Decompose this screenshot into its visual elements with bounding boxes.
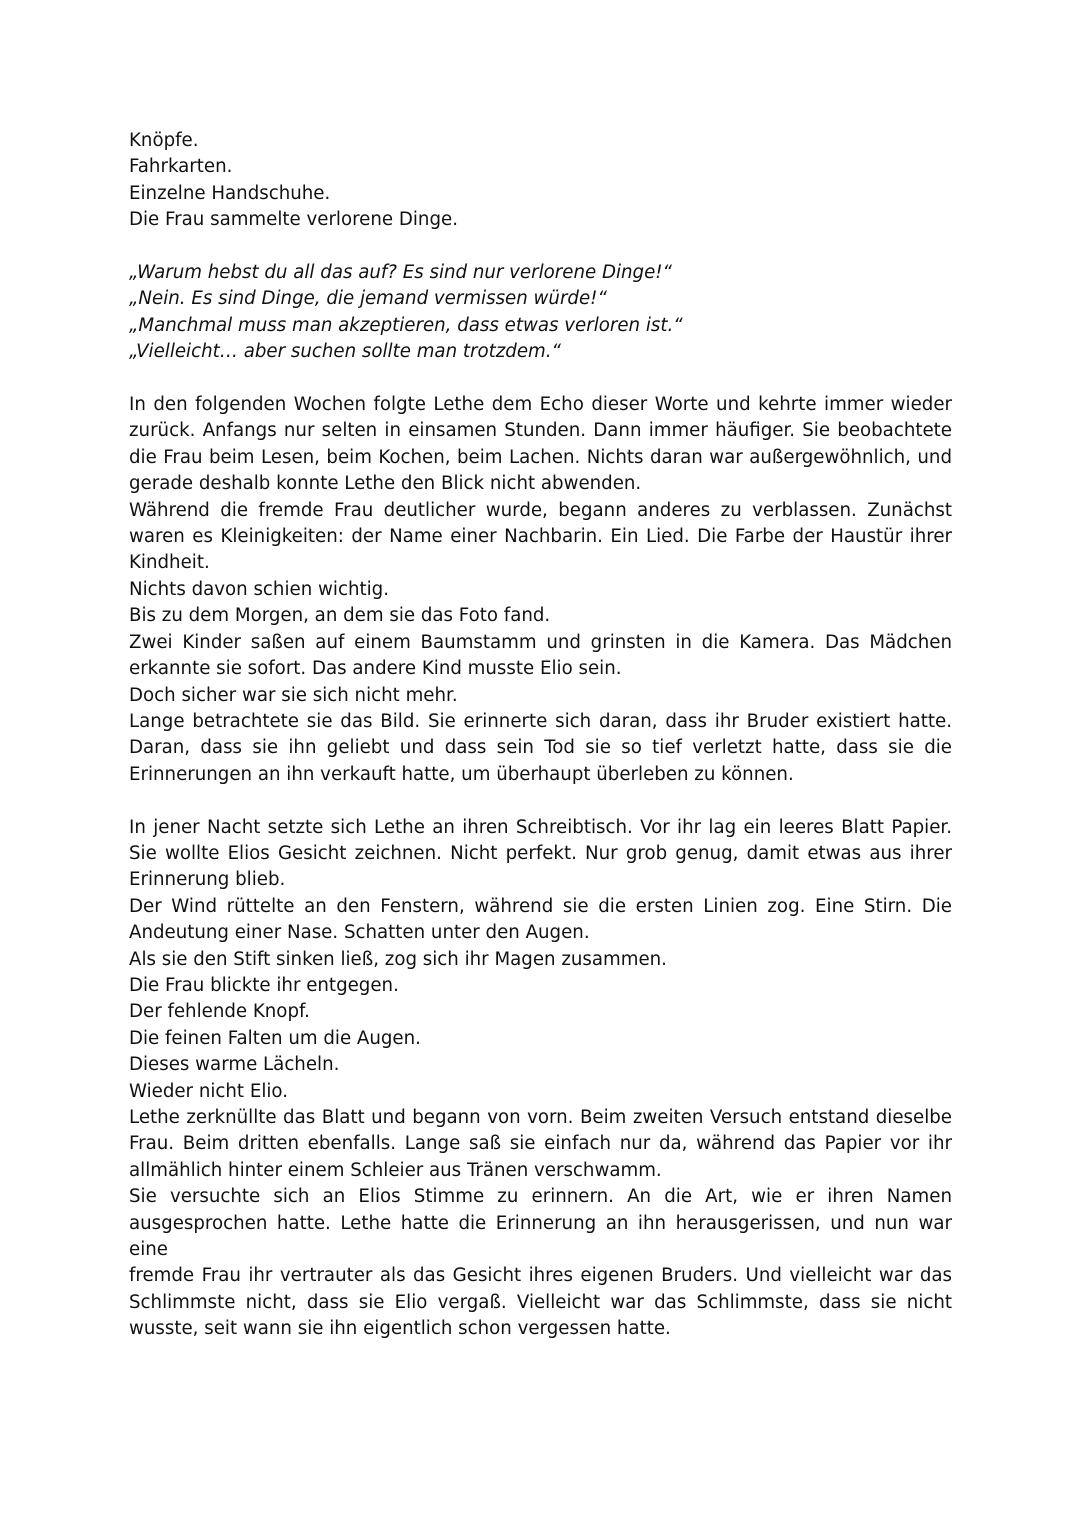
section-two	[129, 392, 952, 788]
text-line: zurück. Anfangs nur selten in einsamen Stunden. Dann immer häufiger. Sie beobachtete	[129, 420, 952, 442]
text-line: Knöpfe.	[129, 130, 199, 151]
text-line: Schlimmste nicht, dass sie Elio vergaß. Vielleicht war das Schlimmste, dass sie nicht	[129, 1291, 952, 1313]
text-line: In den folgenden Wochen folgte Lethe dem Echo dieser Worte und kehrte immer wieder	[129, 394, 952, 416]
text-line: erkannte sie sofort. Das andere Kind musste Elio sein.	[129, 658, 622, 680]
text-line: Erinnerungen an ihn verkauft hatte, um überhaupt überleben zu können.	[129, 763, 794, 785]
text-line: waren es Kleinigkeiten: der Name einer Nachbarin. Ein Lied. Die Farbe der Haustür ihrer	[129, 526, 952, 548]
text-line: In jener Nacht setzte sich Lethe an ihren Schreibtisch. Vor ihr lag ein leeres Blatt Papier.	[129, 816, 952, 838]
text-line: Zwei Kinder saßen auf einem Baumstamm und grinsten in die Kamera. Das Mädchen	[129, 631, 952, 653]
text-line: Lethe zerknüllte das Blatt und begann von vorn. Beim zweiten Versuch entstand dieselbe	[129, 1106, 952, 1128]
text-line: gerade deshalb konnte Lethe den Blick nicht abwenden.	[129, 473, 642, 495]
text-line: Fahrkarten.	[129, 156, 233, 178]
text-line: Der fehlende Knopf.	[129, 1001, 310, 1023]
dialogue-block	[129, 260, 952, 366]
text-line: Daran, dass sie ihn geliebt und dass sein Tod sie so tief verletzt hatte, dass sie die	[129, 737, 952, 759]
dialogue-line: „Warum hebst du all das auf? Es sind nur verlorene Dinge!“	[129, 262, 672, 284]
text-line: die Frau beim Lesen, beim Kochen, beim Lachen. Nichts daran war außergewöhnlich, und	[129, 446, 952, 468]
text-line: Doch sicher war sie sich nicht mehr.	[129, 684, 458, 706]
text-line: allmählich hinter einem Schleier aus Tränen verschwamm.	[129, 1159, 662, 1181]
text-line: Die feinen Falten um die Augen.	[129, 1027, 421, 1049]
text-line: Lange betrachtete sie das Bild. Sie erinnerte sich daran, dass ihr Bruder existiert hatte.	[129, 710, 952, 732]
section-three	[129, 815, 952, 1343]
text-line: Während die fremde Frau deutlicher wurde, begann anderes zu verblassen. Zunächst	[129, 499, 952, 521]
paragraph-gap	[129, 234, 952, 260]
document-page	[129, 128, 952, 1343]
text-line: Die Frau blickte ihr entgegen.	[129, 974, 399, 996]
intro-block	[129, 128, 952, 234]
text-line: Wieder nicht Elio.	[129, 1080, 289, 1102]
text-line: Frau. Beim dritten ebenfalls. Lange saß sie einfach nur da, während das Papier vor ihr	[129, 1133, 952, 1155]
text-line: Nichts davon schien wichtig.	[129, 578, 389, 600]
text-line: Andeutung einer Nase. Schatten unter den Augen.	[129, 922, 590, 944]
dialogue-line: „Vielleicht… aber suchen sollte man trotzdem.“	[129, 341, 561, 363]
text-line: Bis zu dem Morgen, an dem sie das Foto fand.	[129, 605, 551, 627]
paragraph-gap	[129, 366, 952, 392]
text-line: Sie wollte Elios Gesicht zeichnen. Nicht perfekt. Nur grob genug, damit etwas aus ihrer	[129, 842, 952, 864]
dialogue-line: „Manchmal muss man akzeptieren, dass etwas verloren ist.“	[129, 314, 683, 336]
text-line: Kindheit.	[129, 552, 210, 574]
text-line: Sie versuchte sich an Elios Stimme zu erinnern. An die Art, wie er ihren Namen	[129, 1186, 952, 1208]
text-line: Erinnerung blieb.	[129, 869, 286, 891]
text-line: ausgesprochen hatte. Lethe hatte die Erinnerung an ihn herausgerissen, und nun war eine	[129, 1212, 952, 1261]
text-line: fremde Frau ihr vertrauter als das Gesicht ihres eigenen Bruders. Und vielleicht war das	[129, 1265, 952, 1287]
text-line: Die Frau sammelte verlorene Dinge.	[129, 209, 458, 231]
text-line: Einzelne Handschuhe.	[129, 182, 331, 204]
text-line: Dieses warme Lächeln.	[129, 1054, 340, 1076]
paragraph-gap	[129, 788, 952, 814]
dialogue-line: „Nein. Es sind Dinge, die jemand vermissen würde!“	[129, 288, 607, 310]
text-line: Als sie den Stift sinken ließ, zog sich ihr Magen zusammen.	[129, 948, 667, 970]
text-line: Der Wind rüttelte an den Fenstern, während sie die ersten Linien zog. Eine Stirn. Die	[129, 895, 952, 917]
text-line: wusste, seit wann sie ihn eigentlich schon vergessen hatte.	[129, 1318, 671, 1340]
